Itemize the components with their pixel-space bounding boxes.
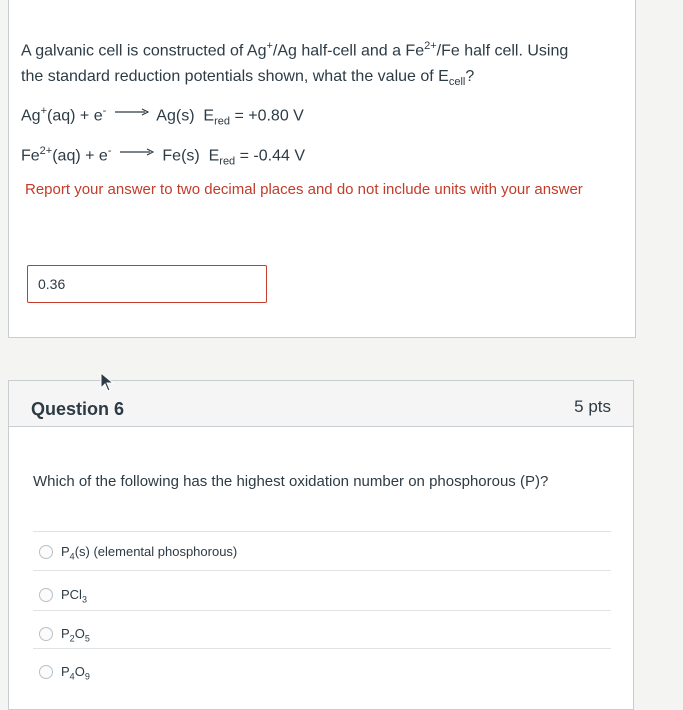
radio-button[interactable]	[39, 627, 53, 641]
divider	[33, 570, 611, 571]
divider	[33, 610, 611, 611]
question-6-text: Which of the following has the highest oxidation number on phosphorous (P)?	[33, 473, 549, 490]
option-label: $P_4(s)$ (elemental phosphorous)	[61, 544, 238, 562]
divider	[33, 648, 611, 649]
option-label: PCl$_3$	[61, 587, 87, 605]
mouse-cursor-icon	[100, 372, 114, 397]
question-6-card	[8, 380, 634, 710]
equation-silver: Ag+(aq) + e- Ag(s) $E_{red} = +0.80$ V	[21, 105, 304, 128]
divider	[33, 531, 611, 532]
radio-button[interactable]	[39, 588, 53, 602]
answer-instructions: Report your answer to two decimal places and do not include units with your answer	[25, 181, 583, 198]
answer-input[interactable]: 0.36	[27, 265, 267, 303]
option-label: $P_2O_5$	[61, 626, 90, 644]
question-5-text: A galvanic cell is constructed of Ag+/Ag half-cell and a $Fe^{2+}/Fe$ half cell. Using the standard reduction potentials shown, what the value of $E_{cell}$?	[21, 40, 569, 89]
question-points: 5 pts	[574, 397, 611, 416]
radio-button[interactable]	[39, 665, 53, 679]
equation-iron: $Fe^{2+}(aq) + e^-$ Fe(s) $E_{red} = -0.44$ V	[21, 145, 306, 168]
radio-button[interactable]	[39, 545, 53, 559]
question-5-card	[8, 0, 636, 338]
reaction-arrow-icon	[120, 148, 154, 156]
question-title: Question 6	[31, 399, 125, 419]
reaction-arrow-icon	[115, 108, 149, 116]
option-label: $P_4O_9$	[61, 664, 90, 682]
